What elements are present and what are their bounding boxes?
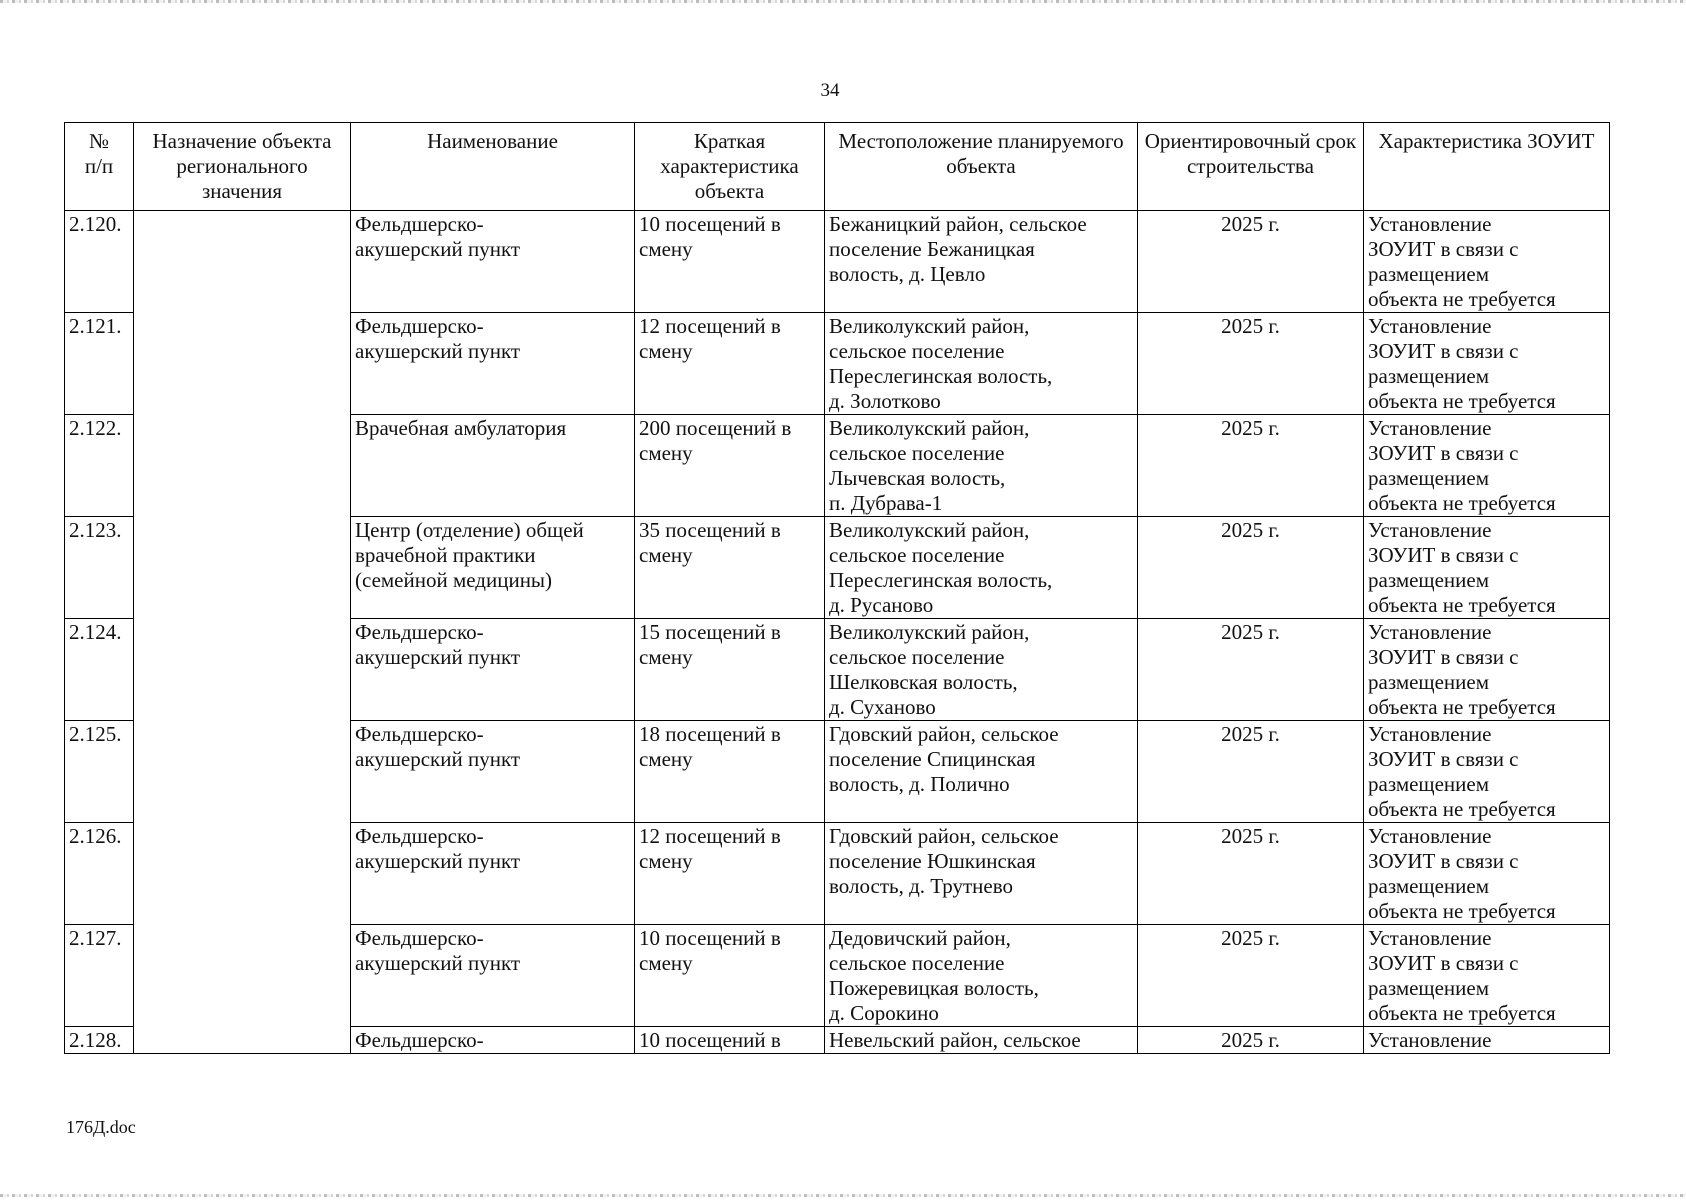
row-number: 2.128. bbox=[65, 1027, 134, 1054]
object-brief: 15 посещений в смену bbox=[635, 619, 825, 721]
construction-term: 2025 г. bbox=[1138, 925, 1364, 1027]
construction-term: 2025 г. bbox=[1138, 517, 1364, 619]
object-location: Великолукский район, сельское поселение Переслегинская волость, д. Русаново bbox=[825, 517, 1138, 619]
page-number: 34 bbox=[820, 80, 840, 101]
construction-term: 2025 г. bbox=[1138, 823, 1364, 925]
zouit-characteristic: Установление ЗОУИТ в связи с размещением объекта не требуется bbox=[1364, 823, 1610, 925]
row-number: 2.122. bbox=[65, 415, 134, 517]
table-header-row bbox=[65, 123, 1610, 211]
object-location: Великолукский район, сельское поселение Лычевская волость, п. Дубрава-1 bbox=[825, 415, 1138, 517]
object-brief: 10 посещений в bbox=[635, 1027, 825, 1054]
object-brief: 18 посещений в смену bbox=[635, 721, 825, 823]
table-row bbox=[65, 211, 1610, 313]
object-name: Фельдшерско- bbox=[351, 1027, 635, 1054]
zouit-characteristic: Установление ЗОУИТ в связи с размещением объекта не требуется bbox=[1364, 313, 1610, 415]
row-number: 2.121. bbox=[65, 313, 134, 415]
object-location: Невельский район, сельское bbox=[825, 1027, 1138, 1054]
file-name-footer: 176Д.doc bbox=[66, 1117, 136, 1137]
object-location: Великолукский район, сельское поселение Шелковская волость, д. Суханово bbox=[825, 619, 1138, 721]
header-zouit: Характеристика ЗОУИТ bbox=[1364, 123, 1610, 211]
object-location: Гдовский район, сельское поселение Юшкинская волость, д. Трутнево bbox=[825, 823, 1138, 925]
object-name: Фельдшерско- акушерский пункт bbox=[351, 721, 635, 823]
object-brief: 35 посещений в смену bbox=[635, 517, 825, 619]
header-brief: Краткая характеристика объекта bbox=[635, 123, 825, 211]
construction-term: 2025 г. bbox=[1138, 415, 1364, 517]
object-location: Великолукский район, сельское поселение Переслегинская волость, д. Золотково bbox=[825, 313, 1138, 415]
construction-term: 2025 г. bbox=[1138, 211, 1364, 313]
table-body bbox=[65, 211, 1610, 1054]
zouit-characteristic: Установление ЗОУИТ в связи с размещением объекта не требуется bbox=[1364, 721, 1610, 823]
object-brief: 10 посещений в смену bbox=[635, 211, 825, 313]
row-number: 2.126. bbox=[65, 823, 134, 925]
object-name: Фельдшерско- акушерский пункт bbox=[351, 823, 635, 925]
construction-term: 2025 г. bbox=[1138, 313, 1364, 415]
row-number: 2.125. bbox=[65, 721, 134, 823]
object-brief: 12 посещений в смену bbox=[635, 313, 825, 415]
header-term: Ориентировочный срок строительства bbox=[1138, 123, 1364, 211]
zouit-characteristic: Установление ЗОУИТ в связи с размещением объекта не требуется bbox=[1364, 415, 1610, 517]
header-num: № п/п bbox=[65, 123, 134, 211]
object-brief: 10 посещений в смену bbox=[635, 925, 825, 1027]
construction-term: 2025 г. bbox=[1138, 619, 1364, 721]
construction-term: 2025 г. bbox=[1138, 1027, 1364, 1054]
object-name: Фельдшерско- акушерский пункт bbox=[351, 211, 635, 313]
object-location: Дедовичский район, сельское поселение Пожеревицкая волость, д. Сорокино bbox=[825, 925, 1138, 1027]
object-location: Бежаницкий район, сельское поселение Бежаницкая волость, д. Цевло bbox=[825, 211, 1138, 313]
header-location: Местоположение планируемого объекта bbox=[825, 123, 1138, 211]
header-name: Наименование bbox=[351, 123, 635, 211]
zouit-characteristic: Установление ЗОУИТ в связи с размещением объекта не требуется bbox=[1364, 925, 1610, 1027]
scan-edge-top bbox=[0, 0, 1686, 3]
zouit-characteristic: Установление bbox=[1364, 1027, 1610, 1054]
row-number: 2.127. bbox=[65, 925, 134, 1027]
planned-objects-table bbox=[64, 122, 1610, 1054]
row-number: 2.123. bbox=[65, 517, 134, 619]
scan-edge-bottom bbox=[0, 1194, 1686, 1197]
object-name: Врачебная амбулатория bbox=[351, 415, 635, 517]
row-number: 2.120. bbox=[65, 211, 134, 313]
construction-term: 2025 г. bbox=[1138, 721, 1364, 823]
zouit-characteristic: Установление ЗОУИТ в связи с размещением объекта не требуется bbox=[1364, 517, 1610, 619]
object-name: Фельдшерско- акушерский пункт bbox=[351, 925, 635, 1027]
purpose-merged-cell bbox=[134, 211, 351, 1054]
object-name: Центр (отделение) общей врачебной практики (семейной медицины) bbox=[351, 517, 635, 619]
object-name: Фельдшерско- акушерский пункт bbox=[351, 313, 635, 415]
zouit-characteristic: Установление ЗОУИТ в связи с размещением объекта не требуется bbox=[1364, 619, 1610, 721]
zouit-characteristic: Установление ЗОУИТ в связи с размещением объекта не требуется bbox=[1364, 211, 1610, 313]
object-brief: 200 посещений в смену bbox=[635, 415, 825, 517]
header-purpose: Назначение объекта регионального значения bbox=[134, 123, 351, 211]
object-location: Гдовский район, сельское поселение Спицинская волость, д. Полично bbox=[825, 721, 1138, 823]
row-number: 2.124. bbox=[65, 619, 134, 721]
object-name: Фельдшерско- акушерский пункт bbox=[351, 619, 635, 721]
object-brief: 12 посещений в смену bbox=[635, 823, 825, 925]
